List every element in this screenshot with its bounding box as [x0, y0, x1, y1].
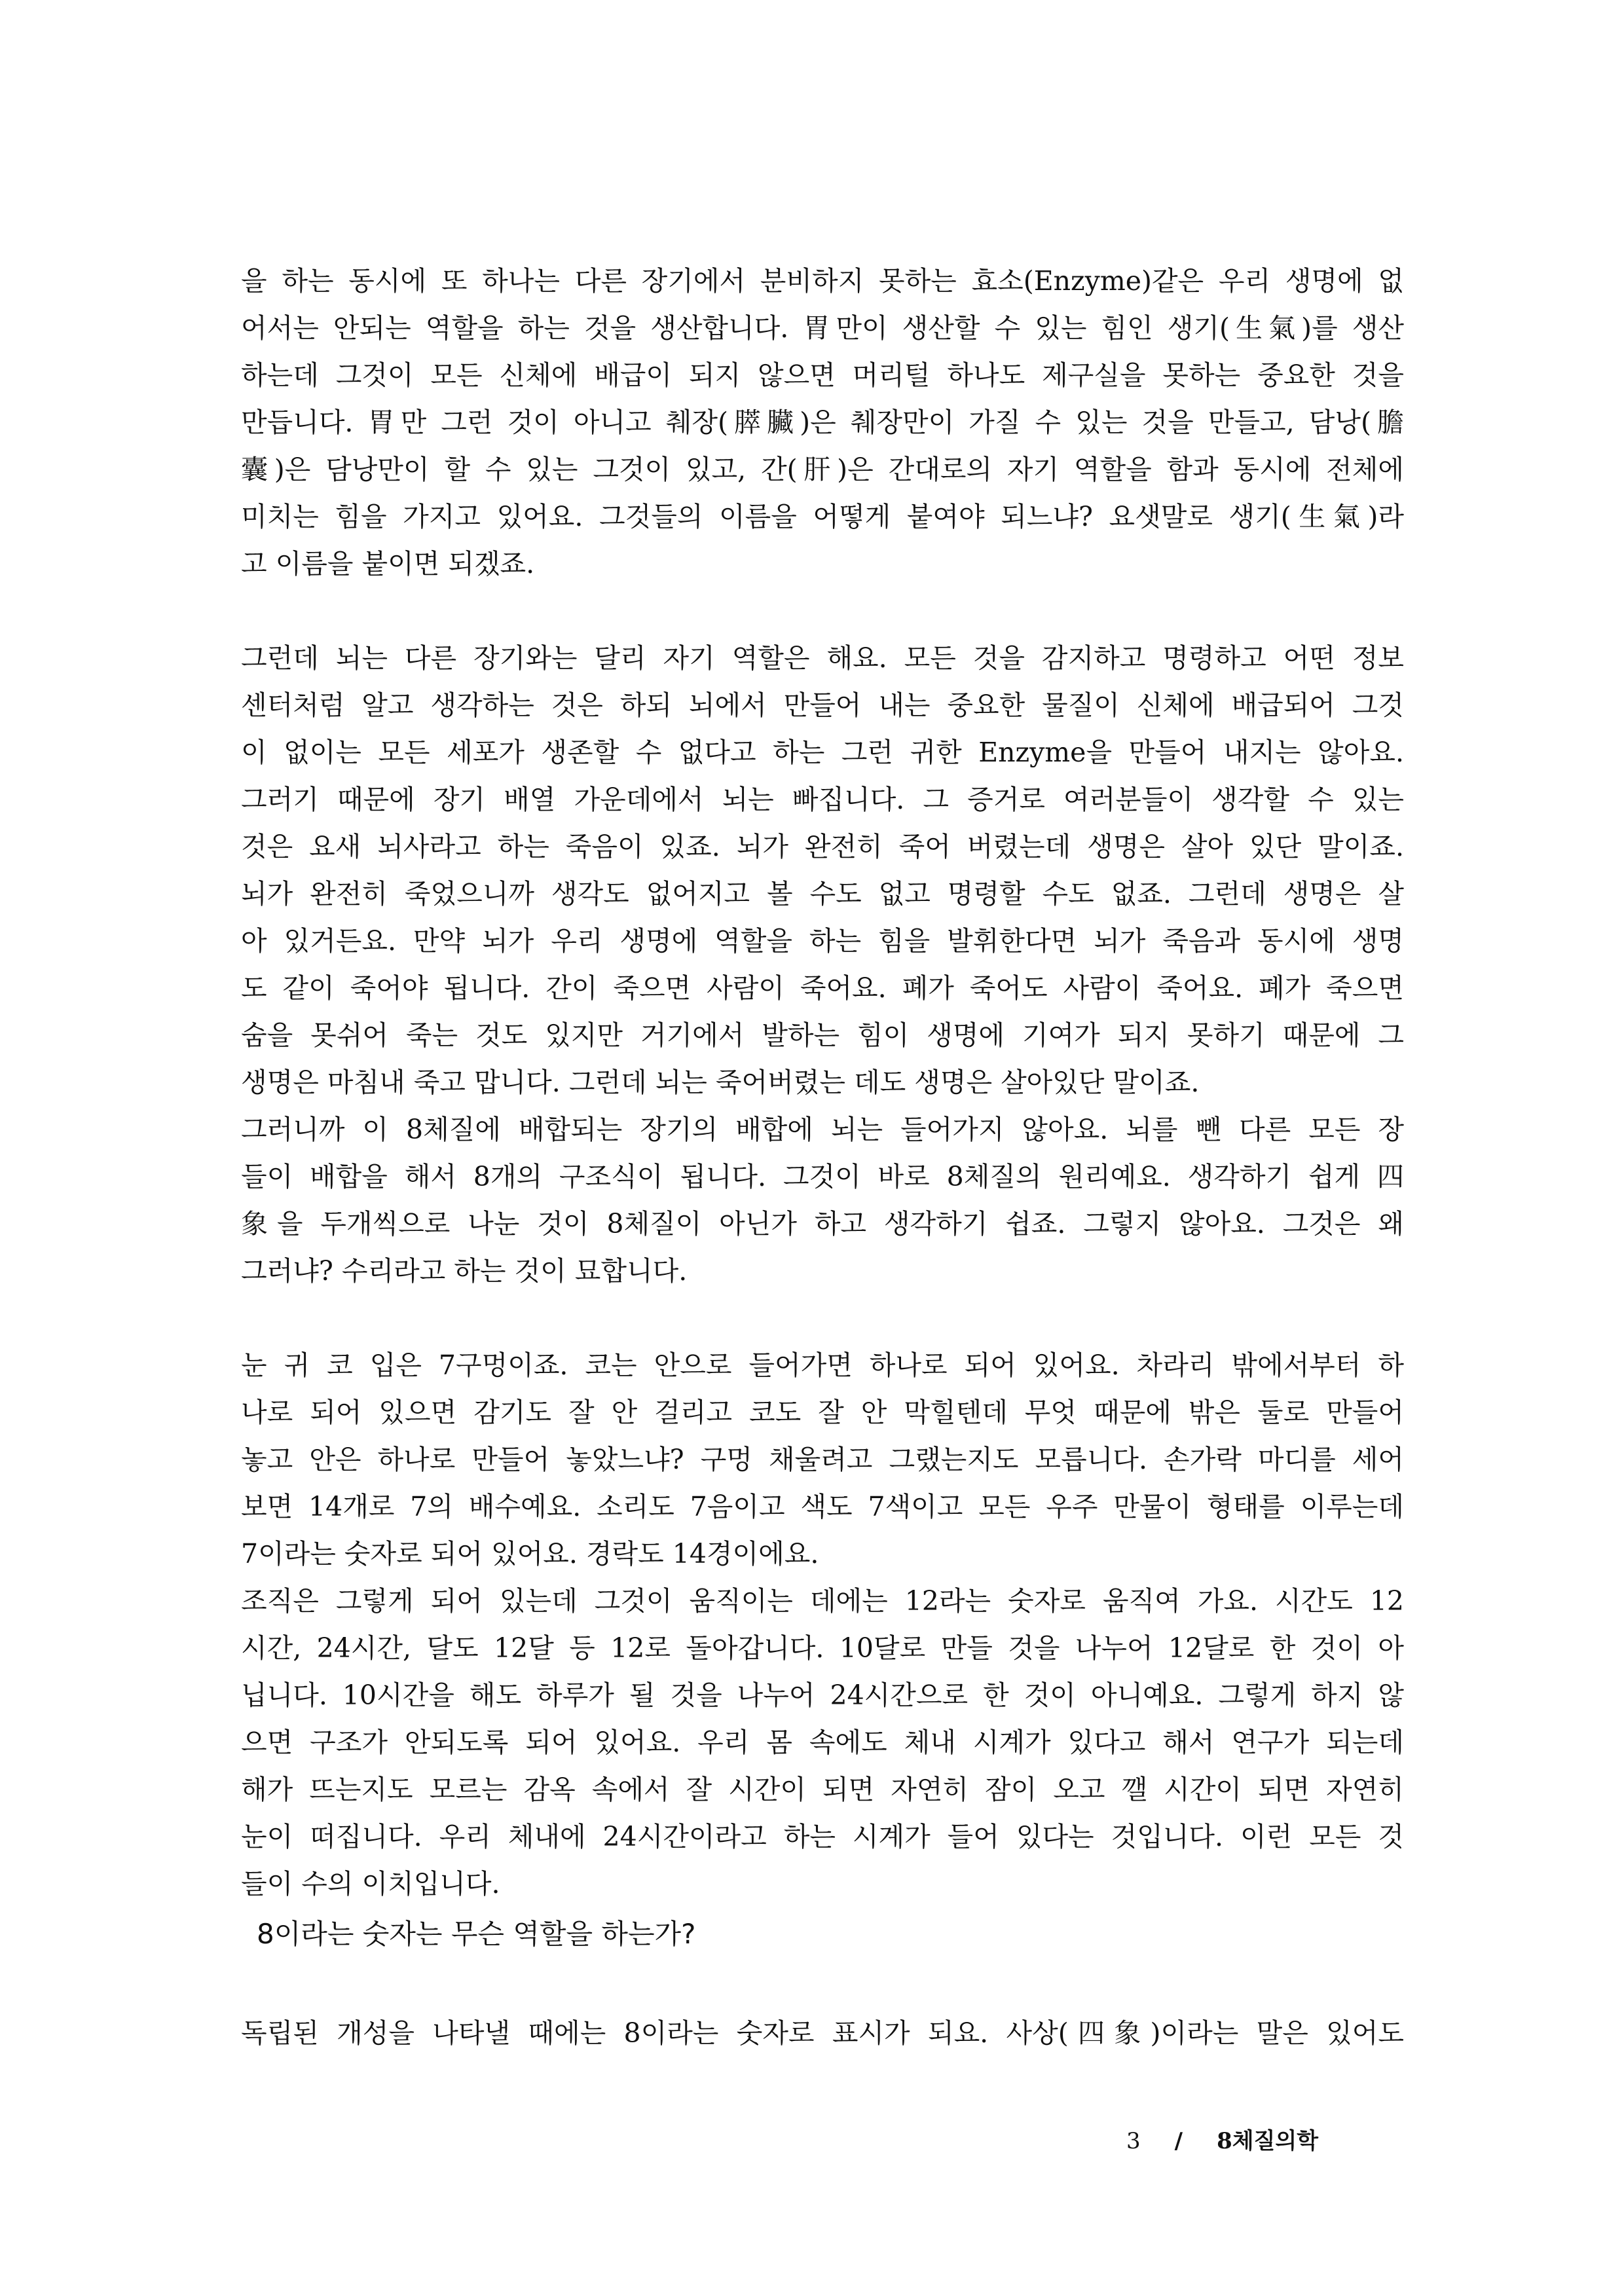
paragraph — [241, 1577, 1404, 1907]
text-line: 그러니까 이 8체질에 배합되는 장기의 배합에 뇌는 들어가지 않아요. 뇌를 뺀 다른 모든 장 — [241, 1114, 1404, 1145]
text-line: 고 이름을 붙이면 되겠죠. — [241, 548, 535, 579]
text-line: 들이 배합을 해서 8개의 구조식이 됩니다. 그것이 바로 8체질의 원리예요. 생각하기 쉽게 四 — [241, 1161, 1404, 1192]
text-line: 해가 뜨는지도 모르는 감옥 속에서 잘 시간이 되면 자연히 잠이 오고 깰 시간이 되면 자연히 — [241, 1774, 1404, 1805]
text-line: 닙니다. 10시간을 해도 하루가 될 것을 나누어 24시간으로 한 것이 아니예요. 그렇게 하지 않 — [241, 1680, 1404, 1711]
text-line: 독립된 개성을 나타낼 때에는 8이라는 숫자로 표시가 되요. 사상(四象)이라는 말은 있어도 — [241, 2017, 1404, 2049]
paragraph — [241, 1342, 1404, 1577]
text-line: 조직은 그렇게 되어 있는데 그것이 움직이는 데에는 12라는 숫자로 움직여 가요. 시간도 12 — [241, 1585, 1404, 1617]
text-line: 눈 귀 코 입은 7구멍이죠. 코는 안으로 들어가면 하나로 되어 있어요. 차라리 밖에서부터 하 — [241, 1349, 1404, 1381]
footer-separator: / — [1174, 2128, 1183, 2154]
text-line: 센터처럼 알고 생각하는 것은 하되 뇌에서 만들어 내는 중요한 물질이 신체에 배급되어 그것 — [241, 689, 1404, 721]
closing-paragraph — [241, 2010, 1404, 2057]
text-line: 을 하는 동시에 또 하나는 다른 장기에서 분비하지 못하는 효소(Enzyme)같은 우리 생명에 없 — [241, 265, 1404, 297]
paragraph-gap — [241, 1294, 1404, 1342]
text-line: 이 없이는 모든 세포가 생존할 수 없다고 하는 그런 귀한 Enzyme을 만들어 내지는 않아요. — [241, 737, 1404, 768]
text-line: 뇌가 완전히 죽었으니까 생각도 없어지고 볼 수도 없고 명령할 수도 없죠. 그런데 생명은 살 — [241, 878, 1404, 909]
body-text — [241, 257, 1404, 1907]
text-line: 아 있거든요. 만약 뇌가 우리 생명에 역할을 하는 힘을 발휘한다면 뇌가 죽음과 동시에 생명 — [241, 925, 1404, 957]
text-line: 미치는 힘을 가지고 있어요. 그것들의 이름을 어떻게 붙여야 되느냐? 요샛말로 생기(生氣)라 — [241, 501, 1404, 532]
text-line: 7이라는 숫자로 되어 있어요. 경락도 14경이에요. — [241, 1538, 819, 1570]
section-heading: 8이라는 숫자는 무슨 역할을 하는가? — [257, 1918, 696, 1950]
document-title: 8체질의학 — [1217, 2128, 1319, 2154]
text-line: 囊)은 담낭만이 할 수 있는 그것이 있고, 간(肝)은 간대로의 자기 역할을 함과 동시에 전체에 — [241, 454, 1404, 485]
text-line: 만듭니다. 胃만 그런 것이 아니고 췌장(膵臟)은 췌장만이 가질 수 있는 것을 만들고, 담낭(膽 — [241, 407, 1404, 438]
text-line: 눈이 떠집니다. 우리 체내에 24시간이라고 하는 시계가 들어 있다는 것입니다. 이런 모든 것 — [241, 1821, 1404, 1852]
page-footer — [1126, 2121, 1318, 2161]
text-line: 보면 14개로 7의 배수예요. 소리도 7음이고 색도 7색이고 모든 우주 만물이 형태를 이루는데 — [241, 1491, 1404, 1522]
text-line: 들이 수의 이치입니다. — [241, 1868, 500, 1900]
paragraph — [241, 634, 1404, 1106]
text-line: 것은 요새 뇌사라고 하는 죽음이 있죠. 뇌가 완전히 죽어 버렸는데 생명은 살아 있단 말이죠. — [241, 831, 1404, 862]
text-line: 놓고 안은 하나로 만들어 놓았느냐? 구멍 채울려고 그랬는지도 모릅니다. 손가락 마디를 세어 — [241, 1444, 1404, 1475]
paragraph — [241, 257, 1404, 587]
text-line: 으면 구조가 안되도록 되어 있어요. 우리 몸 속에도 체내 시계가 있다고 해서 연구가 되는데 — [241, 1727, 1404, 1758]
text-line: 숨을 못쉬어 죽는 것도 있지만 거기에서 발하는 힘이 생명에 기여가 되지 못하기 때문에 그 — [241, 1019, 1404, 1051]
text-line: 도 같이 죽어야 됩니다. 간이 죽으면 사람이 죽어요. 폐가 죽어도 사람이 죽어요. 폐가 죽으면 — [241, 972, 1404, 1004]
text-line: 나로 되어 있으면 감기도 잘 안 걸리고 코도 잘 안 막힐텐데 무엇 때문에 밖은 둘로 만들어 — [241, 1397, 1404, 1428]
text-line: 시간, 24시간, 달도 12달 등 12로 돌아갑니다. 10달로 만들 것을 나누어 12달로 한 것이 아 — [241, 1632, 1404, 1664]
text-line: 하는데 그것이 모든 신체에 배급이 되지 않으면 머리털 하나도 제구실을 못하는 중요한 것을 — [241, 359, 1404, 391]
text-line: 어서는 안되는 역할을 하는 것을 생산합니다. 胃만이 생산할 수 있는 힘인 생기(生氣)를 생산 — [241, 312, 1404, 344]
text-line: 생명은 마침내 죽고 맙니다. 그런데 뇌는 죽어버렸는 데도 생명은 살아있단 말이죠. — [241, 1067, 1200, 1098]
paragraph-gap — [241, 587, 1404, 634]
text-line: 그런데 뇌는 다른 장기와는 달리 자기 역할은 해요. 모든 것을 감지하고 명령하고 어떤 정보 — [241, 642, 1404, 674]
page-number: 3 — [1126, 2128, 1141, 2154]
text-line: 그러기 때문에 장기 배열 가운데에서 뇌는 빠집니다. 그 증거로 여러분들이 생각할 수 있는 — [241, 784, 1404, 815]
paragraph — [241, 1106, 1404, 1294]
text-line: 그러냐? 수리라고 하는 것이 묘합니다. — [241, 1255, 688, 1287]
text-line: 象을 두개씩으로 나눈 것이 8체질이 아닌가 하고 생각하기 쉽죠. 그렇지 않아요. 그것은 왜 — [241, 1208, 1404, 1239]
